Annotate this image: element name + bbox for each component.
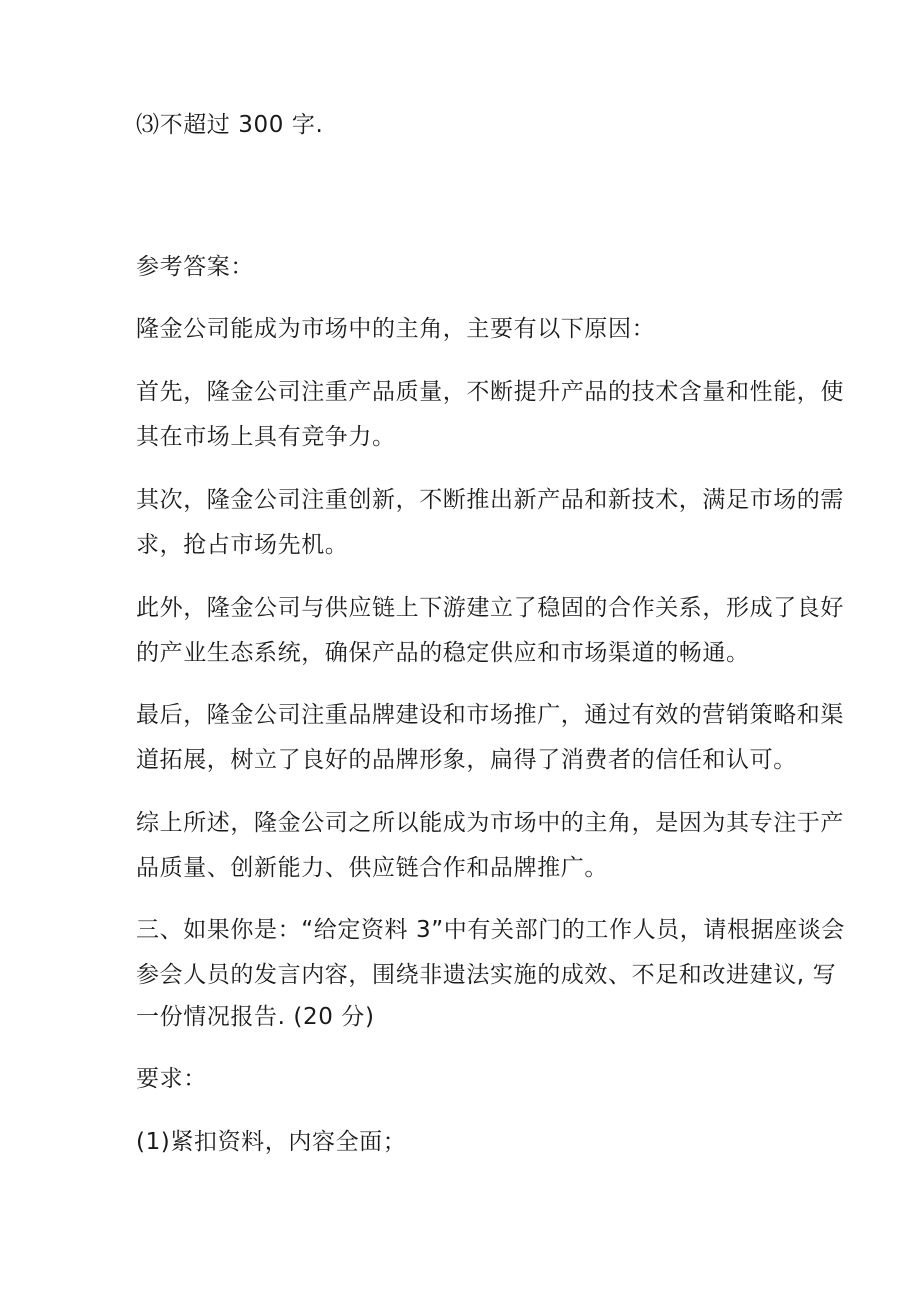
reference-answer-heading: 参考答案： [136, 254, 254, 280]
answer-point-first-line-1: 首先，隆金公司注重产品质量，不断提升产品的技术含量和性能，使 [136, 379, 844, 405]
question-three-line-3: 一份情况报告. (20 分) [136, 1004, 375, 1030]
answer-point-third-line-2: 的产业生态系统，确保产品的稳定供应和市场渠道的畅通。 [136, 640, 750, 666]
answer-summary-line-1: 综上所述，隆金公司之所以能成为市场中的主角，是因为其专注于产 [136, 810, 844, 836]
answer-point-last-line-1: 最后，隆金公司注重品牌建设和市场推广，通过有效的营销策略和渠 [136, 702, 844, 728]
answer-point-second-line-2: 求，抢占市场先机。 [136, 532, 349, 558]
requirement-item-1: (1)紧扣资料，内容全面； [136, 1129, 407, 1155]
answer-point-second-line-1: 其次，隆金公司注重创新，不断推出新产品和新技术，满足市场的需 [136, 487, 844, 513]
requirements-heading: 要求： [136, 1066, 207, 1092]
requirement-word-limit: ⑶不超过 300 字. [136, 112, 324, 138]
question-three-line-2: 参会人员的发言内容，围绕非遗法实施的成效、不足和改进建议, 写 [136, 962, 837, 988]
answer-intro: 隆金公司能成为市场中的主角，主要有以下原因： [136, 316, 656, 342]
answer-summary-line-2: 品质量、创新能力、供应链合作和品牌推广。 [136, 855, 608, 881]
answer-point-first-line-2: 其在市场上具有竞争力。 [136, 424, 396, 450]
answer-point-last-line-2: 道拓展，树立了良好的品牌形象，扁得了消费者的信任和认可。 [136, 747, 797, 773]
question-three-line-1: 三、如果你是：“给定资料 3”中有关部门的工作人员，请根据座谈会 [136, 917, 845, 943]
answer-point-third-line-1: 此外，隆金公司与供应链上下游建立了稳固的合作关系，形成了良好 [136, 595, 844, 621]
